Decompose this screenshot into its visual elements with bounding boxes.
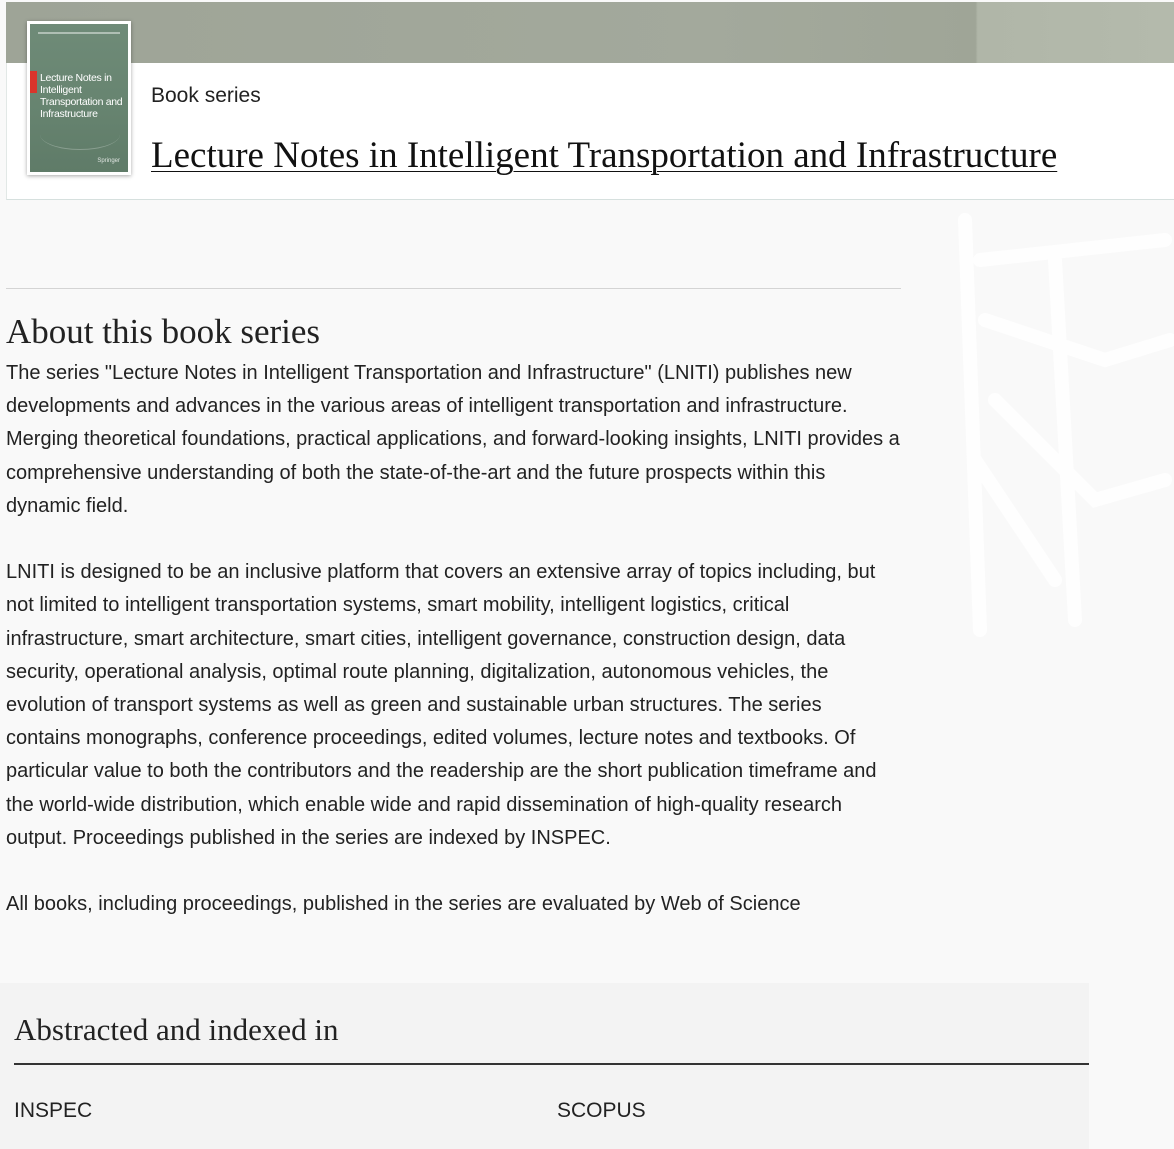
header-banner	[6, 2, 1174, 64]
cover-title: Lecture Notes in Intelligent Transportation and Infrastructure	[40, 72, 123, 120]
index-item-inspec: INSPEC	[14, 1099, 93, 1122]
about-heading: About this book series	[6, 312, 321, 351]
cover-publisher-logo: Springer	[97, 158, 120, 164]
cover-top-rule	[38, 32, 120, 34]
book-cover-image[interactable]	[27, 21, 131, 175]
decorative-background-graphic	[905, 200, 1174, 660]
cover-accent-bar	[30, 71, 37, 93]
index-item-scopus: SCOPUS	[557, 1099, 646, 1122]
series-title-link[interactable]: Lecture Notes in Intelligent Transportation and Infrastructure	[151, 135, 1058, 176]
cover-artwork	[30, 24, 128, 172]
series-type-label: Book series	[151, 84, 261, 107]
indexed-heading: Abstracted and indexed in	[14, 1012, 339, 1047]
about-paragraph: The series "Lecture Notes in Intelligent Transportation and Infrastructure" (LNITI) publishes new developments and advances in the various areas of intelligent transportation and infrastructure. Merging theoretical foundations, practical applications, and forward-looking insights, LNITI provides a comprehensive understanding of both the state-of-the-art and the future prospects within this dynamic field.	[6, 362, 900, 517]
indexed-section	[0, 983, 1089, 1149]
about-paragraph: All books, including proceedings, published in the series are evaluated by Web of Science	[6, 893, 801, 916]
indexed-heading-rule	[14, 1063, 1089, 1065]
about-paragraph: LNITI is designed to be an inclusive platform that covers an extensive array of topics including, but not limited to intelligent transportation systems, smart mobility, intelligent logistics, critical infrastructure, smart architecture, smart cities, intelligent governance, construction design, data security, operational analysis, optimal route planning, digitalization, autonomous vehicles, the evolution of transport systems as well as green and sustainable urban structures. The series contains monographs, conference proceedings, edited volumes, lecture notes and textbooks. Of particular value to both the contributors and the readership are the short publication timeframe and the world-wide distribution, which enable wide and rapid dissemination of high-quality research output. Proceedings published in the series are indexed by INSPEC.	[6, 561, 877, 849]
section-divider	[6, 288, 901, 289]
about-description	[6, 357, 901, 921]
cover-swoosh	[40, 119, 120, 150]
